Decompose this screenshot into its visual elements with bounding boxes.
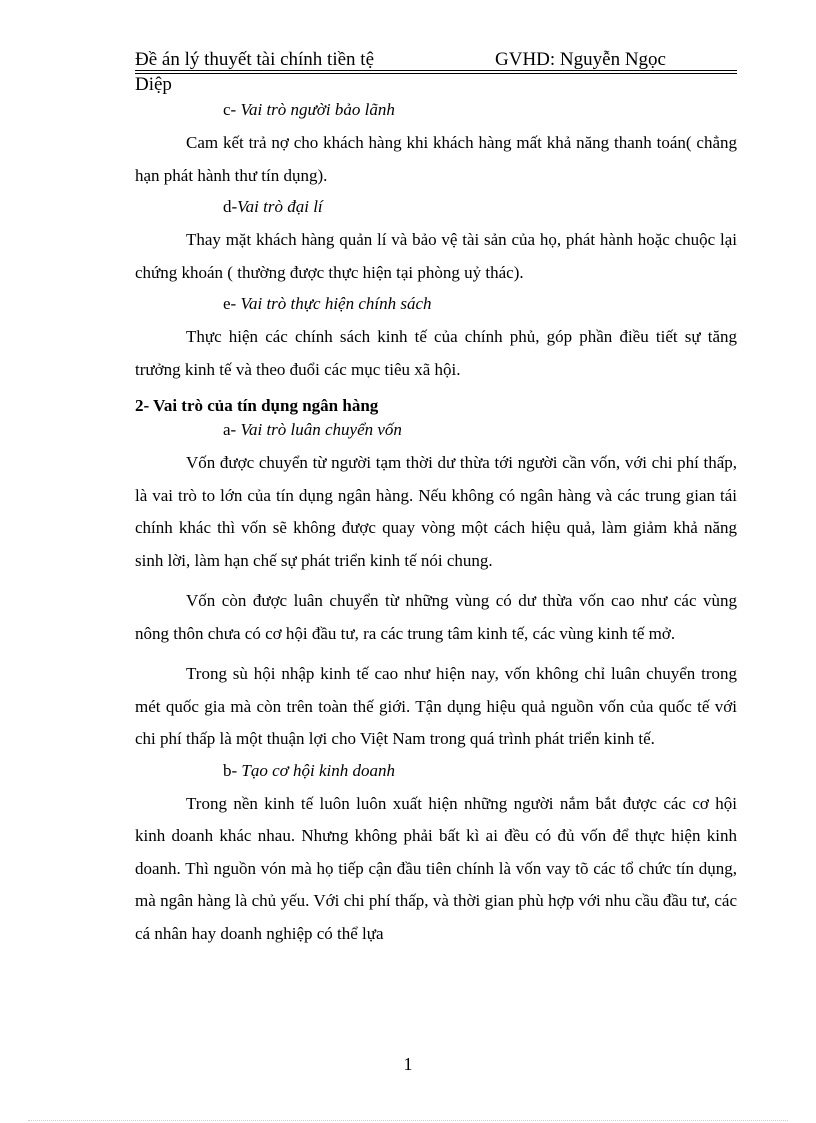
subheading-lead: e-: [223, 294, 237, 313]
subheading-lead: b-: [223, 760, 238, 780]
paragraph-capital-1: Vốn được chuyển từ người tạm thời dư thừa tới người cần vốn, với chi phí thấp, là vai trò to lớn của tín dụng ngân hàng. Nếu không có ngân hàng và các trung gian tái chính khác thì vốn sẽ không được quay vòng một cách hiệu quả, làm giảm khả năng sinh lời, làm hạn chế sự phát triển kinh tế nói chung.: [135, 453, 737, 570]
subheading-d: [223, 197, 737, 217]
paragraph-guarantor: Cam kết trả nợ cho khách hàng khi khách hàng mất khả năng thanh toán( chẳng hạn phát hành thư tín dụng).: [135, 133, 737, 185]
section-heading: 2- Vai trò của tín dụng ngân hàng: [135, 396, 379, 415]
subheading-e: [223, 294, 737, 314]
paragraph-capital-3: Trong sù hội nhập kinh tế cao như hiện nay, vốn không chỉ luân chuyển trong mét quốc gia mà còn trên toàn thế giới. Tận dụng hiệu quả nguồn vốn của quốc tế với chi phí thấp là một thuận lợi cho Việt Nam trong quá trình phát triển kinh tế.: [135, 664, 737, 748]
subheading-lead: a-: [223, 420, 237, 439]
subheading-lead: c-: [223, 100, 237, 119]
subheading-title: Vai trò đại lí: [237, 197, 323, 216]
paragraph-business: Trong nền kinh tế luôn luôn xuất hiện những người nắm bắt được các cơ hội kinh doanh khác nhau. Nhưng không phải bất kì ai đều có đủ vốn để thực hiện kinh doanh. Thì nguồn vón mà họ tiếp cận đầu tiên chính là vốn vay tõ các tổ chức tín dụng, mà ngân hàng là chủ yếu. Với chi phí thấp, và thời gian phù hợp với nhu cầu đầu tư, các cá nhân hay doanh nghiệp có thể lựa: [135, 793, 737, 943]
subheading-title: Vai trò thực hiện chính sách: [240, 294, 432, 313]
subheading-c: [223, 100, 737, 120]
subheading-b: [223, 761, 737, 781]
header-rule-double: [135, 73, 737, 74]
paragraph-policy: Thực hiện các chính sách kinh tế của chính phủ, góp phần điều tiết sự tăng trưởng kinh tế và theo đuổi các mục tiêu xã hội.: [135, 327, 737, 379]
subheading-lead: d-: [223, 197, 238, 216]
header-title: Đề án lý thuyết tài chính tiền tệ: [135, 49, 375, 70]
header-advisor: GVHD: Nguyễn Ngọc: [495, 49, 666, 70]
header-advisor-continued: Diệp: [135, 74, 172, 95]
header-rule: [135, 70, 737, 71]
document-body: [135, 100, 737, 955]
paragraph-capital-2: Vốn còn được luân chuyển từ những vùng có dư thừa vốn cao như các vùng nông thôn chưa có cơ hội đầu tư, ra các trung tâm kinh tế, các vùng kinh tế mở.: [135, 591, 737, 643]
page-edge-divider: [28, 1120, 788, 1121]
subheading-title: Vai trò người bảo lãnh: [240, 100, 395, 119]
subheading-title: Vai trò luân chuyển vốn: [240, 420, 402, 439]
paragraph-agent: Thay mặt khách hàng quản lí và bảo vệ tài sản của họ, phát hành hoặc chuộc lại chứng khoán ( thường được thực hiện tại phòng uỷ thác).: [135, 230, 737, 282]
page-number: 1: [403, 1054, 413, 1074]
subheading-title: Tạo cơ hội kinh doanh: [241, 760, 395, 780]
subheading-a: [223, 420, 737, 440]
